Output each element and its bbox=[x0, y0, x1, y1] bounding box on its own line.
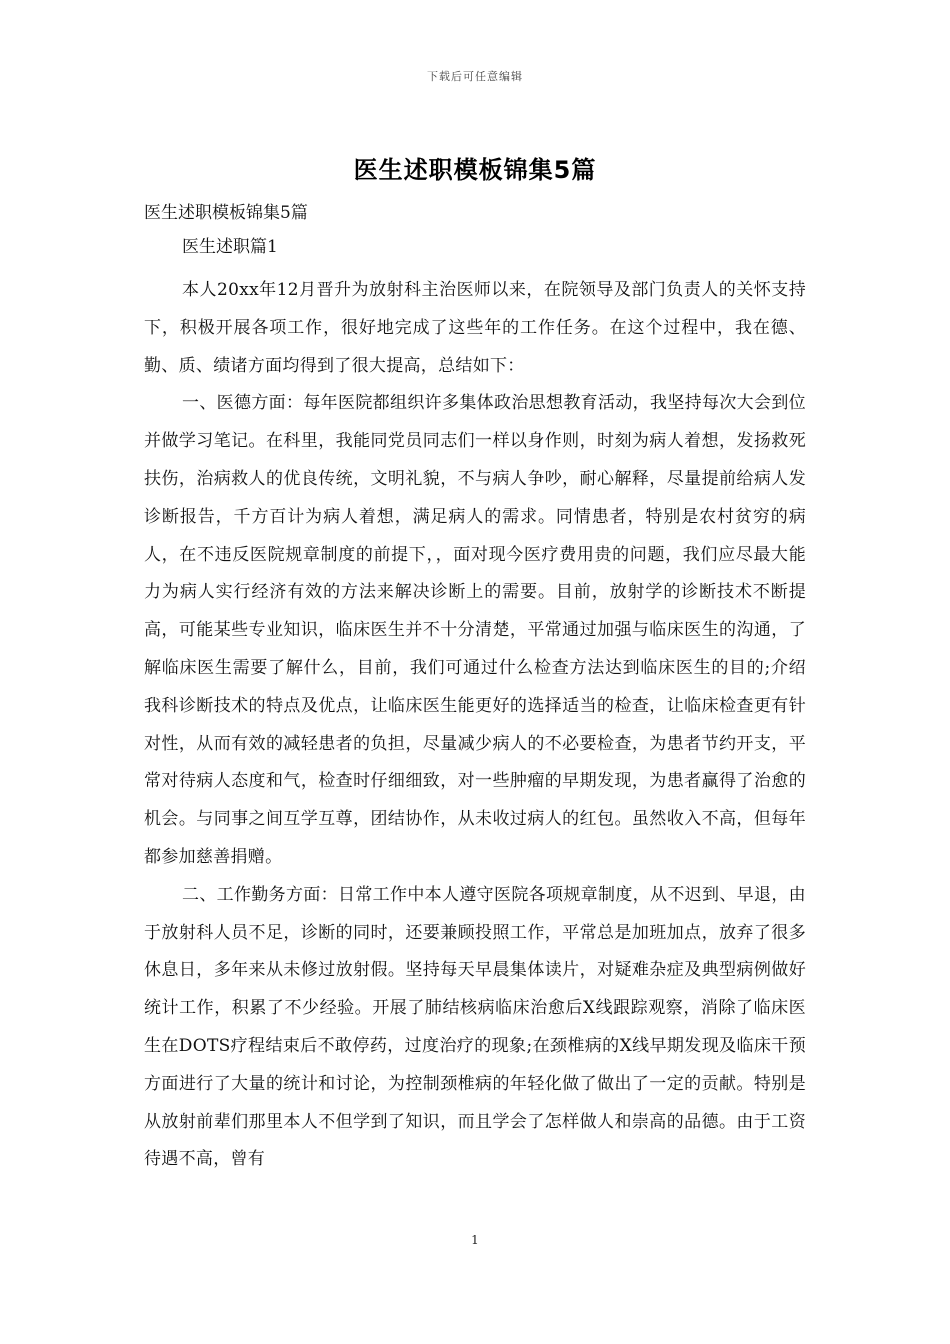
paragraph-work-diligence: 二、工作勤务方面：日常工作中本人遵守医院各项规章制度，从不迟到、早退，由于放射科人员不足，诊断的同时，还要兼顾投照工作，平常总是加班加点，放弃了很多休息日，多年来从未修过放射假。坚持每天早晨集体读片，对疑难杂症及典型病例做好统计工作，积累了不少经验。开展了肺结核病临床治愈后X线跟踪观察，消除了临床医生在DOTS疗程结束后不敢停药，过度治疗的现象;在颈椎病的X线早期发现及临床干预方面进行了大量的统计和讨论，为控制颈椎病的年轻化做了做出了一定的贡献。特别是从放射前辈们那里本人不但学到了知识，而且学会了怎样做人和崇高的品德。由于工资待遇不高，曾有 bbox=[144, 884, 806, 1170]
paragraph-medical-ethics: 一、医德方面：每年医院都组织许多集体政治思想教育活动，我坚持每次大会到位并做学习笔记。在科里，我能同党员同志们一样以身作则，时刻为病人着想，发扬救死扶伤，治病救人的优良传统，文明礼貌，不与病人争吵，耐心解释，尽量提前给病人发诊断报告，千方百计为病人着想，满足病人的需求。同情患者，特别是农村贫穷的病人，在不违反医院规章制度的前提下，，面对现今医疗费用贵的问题，我们应尽最大能力为病人实行经济有效的方法来解决诊断上的需要。目前，放射学的诊断技术不断提高，可能某些专业知识，临床医生并不十分清楚，平常通过加强与临床医生的沟通，了解临床医生需要了解什么，目前，我们可通过什么检查方法达到临床医生的目的;介绍我科诊断技术的特点及优点，让临床医生能更好的选择适当的检查，让临床检查更有针对性，从而有效的减轻患者的负担，尽量减少病人的不必要检查，为患者节约开支，平常对待病人态度和气，检查时仔细细致，对一些肿瘤的早期发现，为患者赢得了治愈的机会。与同事之间互学互尊，团结协作，从未收过病人的红包。虽然收入不高，但每年都参加慈善捐赠。 bbox=[144, 393, 806, 867]
document-title: 医生述职模板锦集5篇 bbox=[353, 156, 597, 184]
paragraph-intro: 本人20xx年12月晋升为放射科主治医师以来，在院领导及部门负责人的关怀支持下，积极开展各项工作，很好地完成了这些年的工作任务。在这个过程中，我在德、勤、质、绩诸方面均得到了很大提高，总结如下： bbox=[144, 280, 806, 376]
page-number: 1 bbox=[471, 1233, 479, 1247]
document-body bbox=[144, 196, 806, 1179]
section-heading: 医生述职篇1 bbox=[182, 237, 278, 257]
document-subtitle: 医生述职模板锦集5篇 bbox=[144, 203, 308, 223]
paragraph-spacer bbox=[144, 264, 806, 272]
header-note: 下载后可任意编辑 bbox=[427, 70, 523, 83]
